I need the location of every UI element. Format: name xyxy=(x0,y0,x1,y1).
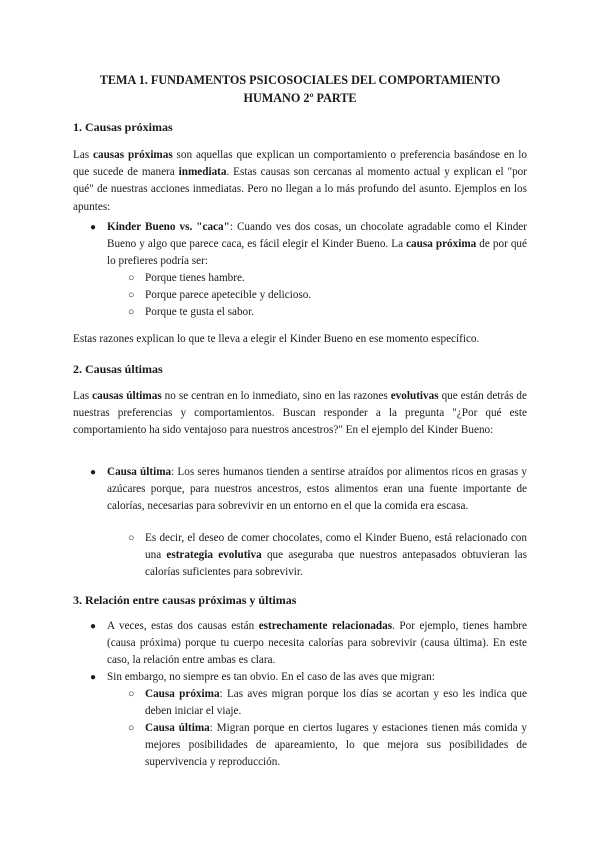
text-run: que están detrás de nuestras preferencias y comportamientos. Buscan responder a la pregunta "¿Por qué este comportamiento ha sido ventajoso para nuestros ancestros?" En el ejemplo del Kinder Bueno: xyxy=(73,390,527,437)
bold-term: causas próximas xyxy=(93,149,173,161)
text-run: son aquellas que explican un comportamiento o preferencia basándose en lo que sucede de manera xyxy=(73,149,527,179)
bullet-circle-icon: ○ xyxy=(128,307,135,318)
section-1-heading: 1. Causas próximas xyxy=(73,120,173,134)
bold-term: Kinder Bueno vs. "caca" xyxy=(107,221,230,233)
section-2-sub-item-1 xyxy=(145,530,527,582)
section-3-bullet-2: Sin embargo, no siempre es tan obvio. En el caso de las aves que migran: xyxy=(107,671,435,683)
bold-term: Causa última xyxy=(107,466,172,478)
section-2-paragraph-1 xyxy=(73,388,527,440)
bold-term: inmediata xyxy=(178,166,227,179)
text-run: : Las aves migran porque los días se acortan y eso les indica que deben iniciar el viaje. xyxy=(145,688,527,718)
bullet-circle-icon: ○ xyxy=(128,689,135,700)
section-3-bullet-1 xyxy=(107,618,527,670)
text-run: de por qué lo prefieres podría ser: xyxy=(107,238,527,268)
bullet-circle-icon: ○ xyxy=(128,273,135,284)
bold-term: causas últimas xyxy=(92,390,162,402)
text-run: : Cuando ves dos cosas, un chocolate agradable como el Kinder Bueno y algo que parece caca, es fácil elegir el Kinder Bueno. La xyxy=(107,221,527,251)
bullet-disc-icon: ● xyxy=(90,621,97,632)
text-run: : Los seres humanos tienden a sentirse atraídos por alimentos ricos en grasas y azúcares porque, para nuestros ancestros, estos alimentos eran una fuente importante de calorías, necesarias para sobrevivir en un entorno en el que la comida era escasa. xyxy=(107,466,528,513)
bullet-disc-icon: ● xyxy=(90,672,97,683)
text-run: Es decir, el deseo de comer chocolates, como el Kinder Bueno, está relacionado con una xyxy=(145,532,527,562)
text-run: Las xyxy=(73,390,93,402)
section-1-bullet-1 xyxy=(107,219,527,271)
document-title xyxy=(60,71,540,107)
bold-term: Causa última xyxy=(145,722,210,734)
section-1-sub-item-3: Porque te gusta el sabor. xyxy=(145,306,255,318)
title-line-1: TEMA 1. FUNDAMENTOS PSICOSOCIALES DEL COMPORTAMIENTO xyxy=(99,73,501,87)
bullet-circle-icon: ○ xyxy=(128,290,135,301)
section-1-sub-item-1: Porque tienes hambre. xyxy=(145,272,245,284)
section-3-sub-item-2 xyxy=(145,720,527,772)
bullet-disc-icon: ● xyxy=(90,467,97,478)
section-1-paragraph-1 xyxy=(73,147,527,216)
text-run: A veces, estas dos causas están xyxy=(107,620,259,632)
text-run: . Estas causas son cercanas al momento actual y explican el "por qué" de nuestras acciones inmediatas. Pero no llegan a lo más profundo del asunto. Ejemplos en los apuntes: xyxy=(73,166,527,213)
section-3-sub-item-1 xyxy=(145,686,527,720)
section-1-paragraph-2: Estas razones explican lo que te lleva a elegir el Kinder Bueno en ese momento específico. xyxy=(73,333,480,345)
section-2-heading: 2. Causas últimas xyxy=(73,362,163,376)
section-3-heading: 3. Relación entre causas próximas y últimas xyxy=(73,593,297,607)
bold-term: estrategia evolutiva xyxy=(166,549,262,562)
bold-term: estrechamente relacionadas xyxy=(258,620,393,632)
bold-term: causa próxima xyxy=(406,238,477,251)
bold-term: Causa próxima xyxy=(145,688,220,700)
bullet-disc-icon: ● xyxy=(90,222,97,233)
text-run: : Migran porque en ciertos lugares y estaciones tienen más comida y mejores posibilidades de apareamiento, lo que mejora sus posibilidades de supervivencia y reproducción. xyxy=(145,722,528,769)
text-run: que aseguraba que nuestros antepasados obtuvieran las calorías suficientes para sobrevivir. xyxy=(145,549,527,579)
section-1-sub-item-2: Porque parece apetecible y delicioso. xyxy=(145,289,312,301)
title-line-2: HUMANO 2º PARTE xyxy=(243,91,357,105)
section-2-bullet-1 xyxy=(107,464,527,516)
bullet-circle-icon: ○ xyxy=(128,723,135,734)
bold-term: evolutivas xyxy=(390,390,439,402)
text-run: no se centran en lo inmediato, sino en las razones xyxy=(161,390,391,402)
bullet-circle-icon: ○ xyxy=(128,533,135,544)
text-run: . Por ejemplo, tienes hambre (causa próxima) porque tu cuerpo necesita calorías para sobrevivir (causa última). En este caso, la relación entre ambas es clara. xyxy=(107,620,527,667)
text-run: Las xyxy=(73,149,94,161)
